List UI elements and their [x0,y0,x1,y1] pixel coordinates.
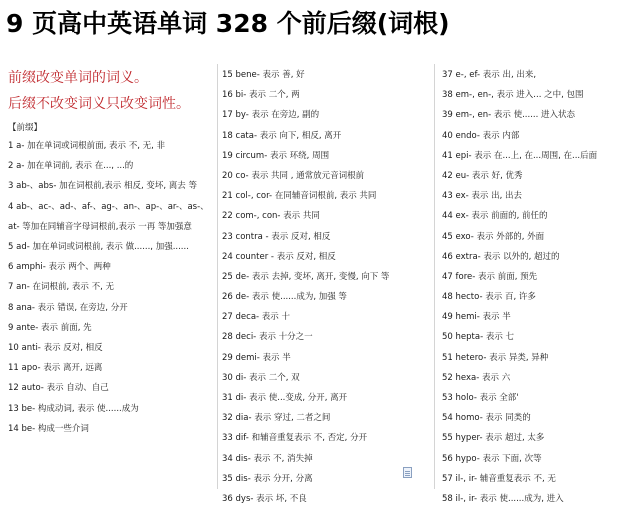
entry-48: 48 hecto- 表示 百, 许多 [442,292,536,303]
entry-54: 54 homo- 表示 同类的 [442,413,531,424]
entry-50: 50 hepta- 表示 七 [442,332,515,343]
entry-38: 38 em-, en-, 表示 进入... 之中, 包围 [442,90,584,101]
entry-14: 14 be- 构成一些介词 [8,423,89,434]
entry-7: 7 an- 在词根前, 表示 不, 无 [8,282,114,293]
entry-28: 28 deci- 表示 十分之一 [222,332,313,343]
entry-8: 8 ana- 表示 错误, 在旁边, 分开 [8,302,128,313]
entry-36: 36 dys- 表示 坏, 不良 [222,493,307,504]
entry-51: 51 hetero- 表示 异类, 异种 [442,352,549,363]
entry-12: 12 auto- 表示 自动、自己 [8,383,109,394]
entry-55: 55 hyper- 表示 超过, 太多 [442,433,545,444]
entry-42: 42 eu- 表示 好, 优秀 [442,170,523,181]
entry-4: 4 ab-、ac-、ad-、af-、ag-、an-、ap-、ar-、as-、at- 等加在同辅音字母词根前,表示 一再 等加强意 [8,201,209,232]
entry-17: 17 by- 表示 在旁边, 副的 [222,110,320,121]
entry-10: 10 anti- 表示 反对, 相反 [8,343,103,354]
entry-44: 44 ex- 表示 前面的, 前任的 [442,211,548,222]
entry-25: 25 de- 表示 去掉, 变坏, 离开, 变慢, 向下 等 [222,271,390,282]
entry-46: 46 extra- 表示 以外的, 超过的 [442,251,560,262]
entry-9: 9 ante- 表示 前面, 先 [8,322,92,333]
entry-26: 26 de- 表示 使......成为, 加强 等 [222,292,347,303]
entry-3: 3 ab-、abs- 加在词根前,表示 相反, 变坏, 离去 等 [8,181,197,192]
entry-24: 24 counter - 表示 反对, 相反 [222,251,336,262]
entry-32: 32 dia- 表示 穿过, 二者之间 [222,413,331,424]
entry-53: 53 holo- 表示 全部' [442,393,519,403]
entry-16: 16 bi- 表示 二个, 两 [222,90,300,101]
entry-43: 43 ex- 表示 出, 出去 [442,191,523,202]
entry-31: 31 di- 表示 使...变成, 分开, 离开 [222,393,348,403]
entry-20: 20 co- 表示 共同 , 通常放元音词根前 [222,170,365,181]
document-icon [403,467,412,478]
entry-18: 18 cata- 表示 向下, 相反, 离开 [222,130,342,141]
entry-39: 39 em-, en- 表示 使...... 进入状态 [442,110,576,121]
entry-19: 19 circum- 表示 环绕, 周围 [222,150,330,161]
intro-line-2: 后缀不改变词义只改变词性。 [8,96,190,112]
entry-57: 57 il-, ir- 辅音重复表示 不, 无 [442,473,556,484]
entry-13: 13 be- 构成动词, 表示 使......成为 [8,403,139,414]
column-1 [8,62,212,489]
entry-29: 29 demi- 表示 半 [222,352,291,363]
entry-33: 33 dif- 和辅音重复表示 不, 否定, 分开 [222,433,368,444]
entry-23: 23 contra - 表示 反对, 相反 [222,231,331,242]
entry-58: 58 il-, ir- 表示 使......成为, 进入 [442,493,564,504]
entry-40: 40 endo- 表示 内部 [442,130,520,141]
entry-30: 30 di- 表示 二个, 双 [222,372,300,383]
section-label: 【前缀】 [8,123,43,133]
entry-35: 35 dis- 表示 分开, 分离 [222,473,313,484]
column-2 [222,62,430,504]
document-page [0,62,624,504]
entry-21: 21 col-, cor- 在同辅音词根前, 表示 共同 [222,191,377,202]
entry-49: 49 hemi- 表示 半 [442,312,511,323]
entry-34: 34 dis- 表示 不, 消失掉 [222,453,313,464]
entry-15: 15 bene- 表示 善, 好 [222,70,305,80]
entry-47: 47 fore- 表示 前面, 预先 [442,271,538,282]
column-3 [442,62,624,504]
entry-41: 41 epi- 表示 在...上, 在...周围, 在...后面 [442,150,598,161]
entry-2: 2 a- 加在单词前, 表示 在..., ...的 [8,161,134,172]
entry-45: 45 exo- 表示 外部的, 外面 [442,231,545,242]
entry-56: 56 hypo- 表示 下面, 次等 [442,453,542,464]
entry-5: 5 ad- 加在单词或词根前, 表示 做......, 加强...... [8,242,189,253]
intro-line-1: 前缀改变单词的词义。 [8,70,148,86]
entry-37: 37 e-, ef- 表示 出, 出来, [442,70,537,80]
entry-52: 52 hexa- 表示 六 [442,372,511,383]
entry-1: 1 a- 加在单词或词根前面, 表示 不, 无, 非 [8,141,166,151]
entry-6: 6 amphi- 表示 两个、两种 [8,262,111,273]
entry-11: 11 apo- 表示 离开, 远离 [8,363,103,374]
entry-22: 22 com-, con- 表示 共同 [222,211,320,222]
entry-27: 27 deca- 表示 十 [222,312,290,323]
page-title: 9 页高中英语单词 328 个前后缀(词根) [6,9,450,38]
